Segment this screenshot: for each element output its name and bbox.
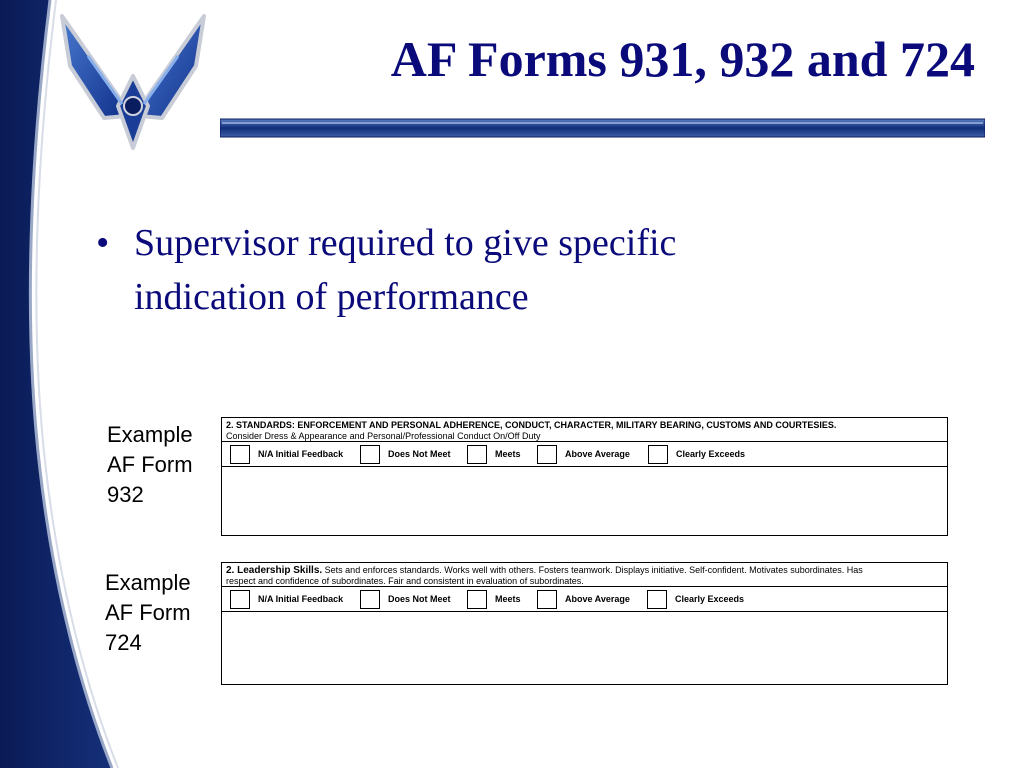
- example-label-724: [105, 568, 191, 658]
- form-932-excerpt: [221, 417, 948, 536]
- example-label-932: [107, 420, 193, 510]
- form-724-excerpt: [221, 562, 948, 685]
- rating-label: N/A Initial Feedback: [258, 594, 344, 604]
- rating-na[interactable]: [230, 445, 360, 464]
- example-label-line: AF Form: [105, 600, 191, 625]
- checkbox[interactable]: [467, 590, 487, 609]
- rating-label: Above Average: [565, 449, 630, 459]
- checkbox[interactable]: [360, 445, 380, 464]
- rating-does-not-meet[interactable]: [360, 590, 467, 609]
- checkbox[interactable]: [230, 590, 250, 609]
- form-header-line: respect and confidence of subordinates. Fair and consistent in evaluation of subordinates.: [226, 576, 584, 586]
- checkbox[interactable]: [648, 445, 668, 464]
- bullet-item: [96, 216, 826, 324]
- rating-label: Clearly Exceeds: [676, 449, 746, 459]
- form-header: [222, 418, 947, 442]
- rating-clearly-exceeds[interactable]: [647, 590, 744, 609]
- checkbox[interactable]: [537, 445, 557, 464]
- rating-label: Clearly Exceeds: [675, 594, 745, 604]
- rating-does-not-meet[interactable]: [360, 445, 467, 464]
- checkbox[interactable]: [360, 590, 380, 609]
- form-header-line: Consider Dress & Appearance and Personal/Professional Conduct On/Off Duty: [226, 431, 541, 441]
- rating-meets[interactable]: [467, 445, 537, 464]
- rating-row: [222, 442, 947, 467]
- rating-label: N/A Initial Feedback: [258, 449, 344, 459]
- form-header-line: 2. STANDARDS: ENFORCEMENT AND PERSONAL ADHERENCE, CONDUCT, CHARACTER, MILITARY BEARING, CUSTOMS AND COURTESIES.: [226, 420, 837, 430]
- rating-label: Above Average: [565, 594, 630, 604]
- checkbox[interactable]: [467, 445, 487, 464]
- checkbox[interactable]: [537, 590, 557, 609]
- rating-above-average[interactable]: [537, 445, 648, 464]
- rating-row: [222, 587, 947, 612]
- title-underline-bar: [220, 117, 985, 139]
- bullet-marker: •: [96, 222, 110, 264]
- bullet-text: Supervisor required to give specific indication of performance: [134, 222, 677, 318]
- rating-meets[interactable]: [467, 590, 537, 609]
- rating-label: Meets: [495, 594, 521, 604]
- rating-clearly-exceeds[interactable]: [648, 445, 745, 464]
- slide-title: AF Forms 931, 932 and 724: [390, 31, 975, 87]
- example-label-line: Example: [107, 422, 193, 447]
- checkbox[interactable]: [647, 590, 667, 609]
- checkbox[interactable]: [230, 445, 250, 464]
- example-label-line: AF Form: [107, 452, 193, 477]
- example-label-line: 932: [107, 482, 144, 507]
- rating-na[interactable]: [230, 590, 360, 609]
- rating-label: Does Not Meet: [388, 449, 451, 459]
- rating-label: Meets: [495, 449, 521, 459]
- rating-label: Does Not Meet: [388, 594, 451, 604]
- air-force-symbol-icon: [48, 6, 218, 156]
- example-label-line: Example: [105, 570, 191, 595]
- form-header: [222, 563, 947, 587]
- rating-above-average[interactable]: [537, 590, 647, 609]
- example-label-line: 724: [105, 630, 142, 655]
- form-header-line: 2. Leadership Skills. Sets and enforces standards. Works well with others. Fosters teamwork. Displays initiative. Self-confident. Motivates subordinates. Has: [226, 565, 863, 576]
